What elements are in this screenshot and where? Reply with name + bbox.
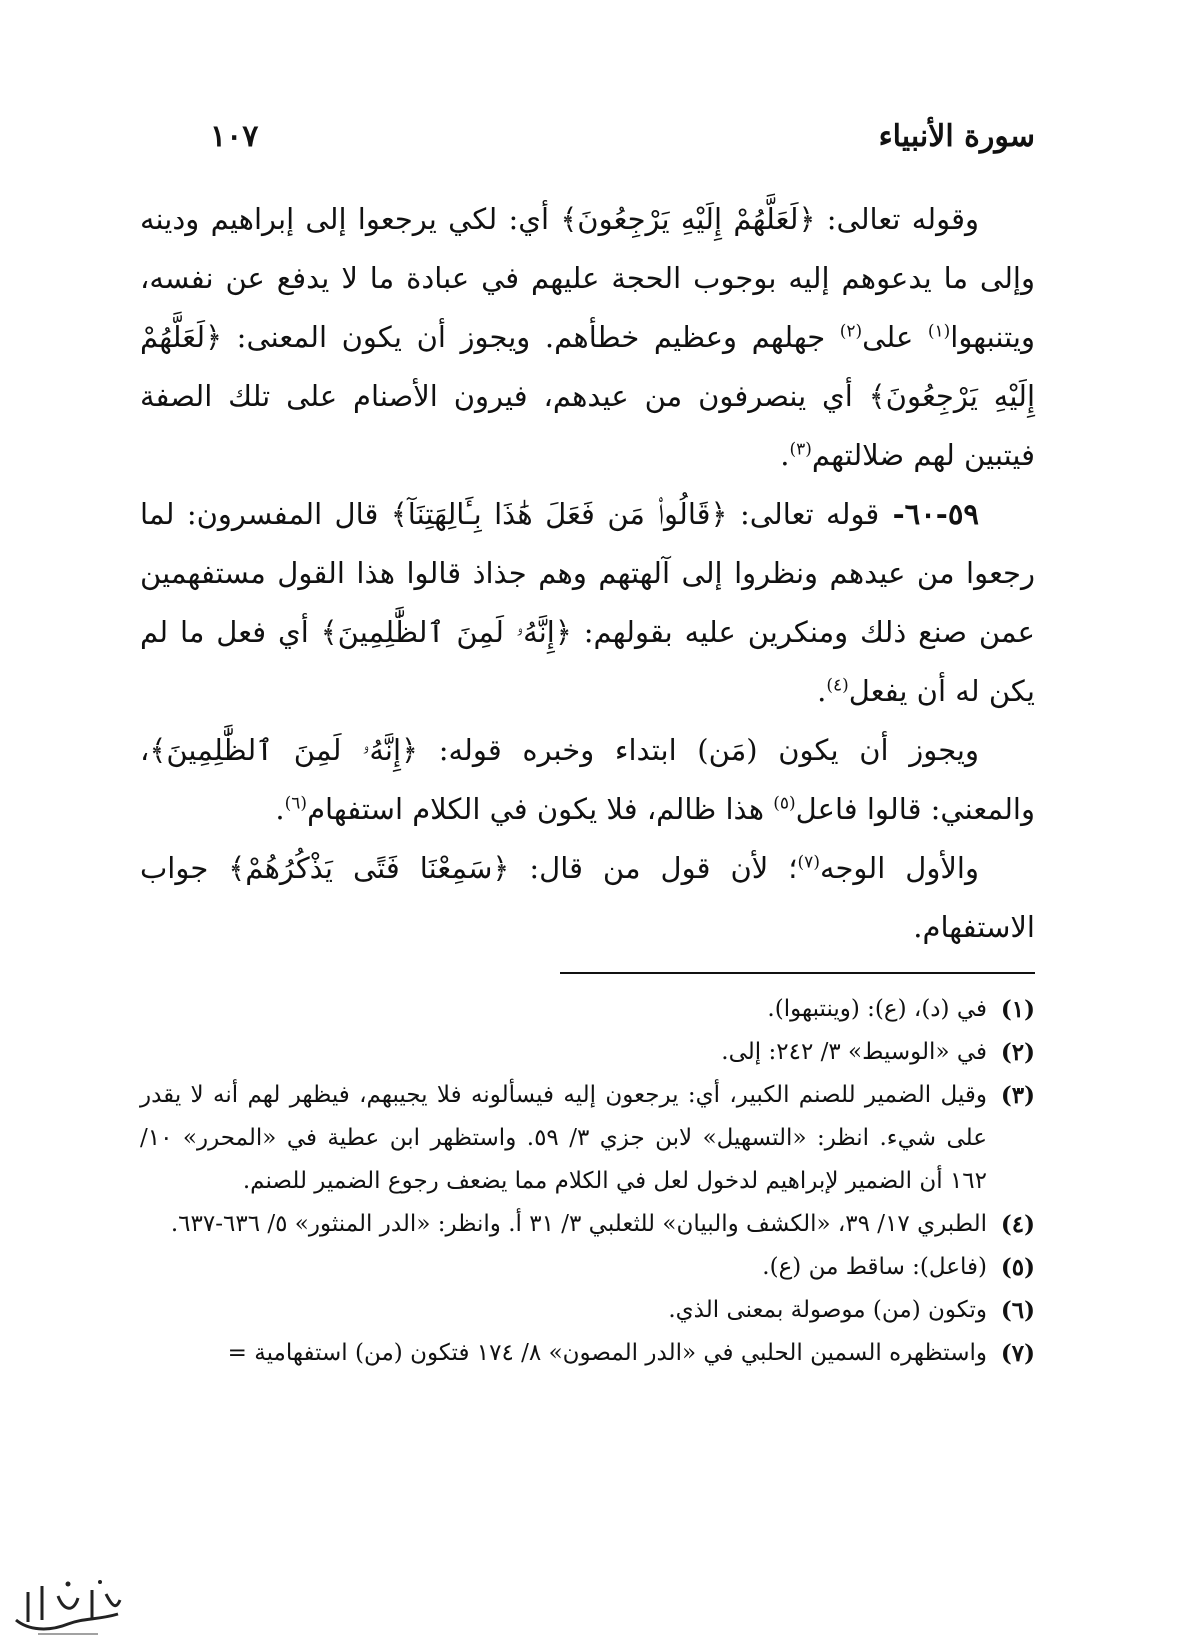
footnotes: [140, 988, 1035, 1375]
footnote-ref-2: (٢): [839, 321, 863, 342]
footnote-text: واستظهره السمين الحلبي في «الدر المصون» ٨/ ١٧٤ فتكون (من) استفهامية =: [227, 1340, 987, 1366]
footnote-text: في «الوسيط» ٣/ ٢٤٢: إلى.: [721, 1039, 987, 1065]
footnote-number: (٣): [1000, 1082, 1035, 1109]
text-run: على: [862, 320, 928, 354]
page-number: ١٠٧: [210, 118, 259, 154]
footnote: [140, 988, 1035, 1031]
footnote: [140, 1074, 1035, 1203]
footnote-number: (٤): [1000, 1211, 1035, 1238]
footnote-number: (٢): [1000, 1039, 1035, 1066]
footnote: [140, 1031, 1035, 1074]
footnote-number: (٥): [1000, 1254, 1035, 1281]
footnote-number: (١): [1000, 996, 1035, 1023]
paragraph-3: [140, 721, 1035, 839]
text-run: .: [780, 438, 790, 472]
paragraph-4: [140, 839, 1035, 957]
calligraphy-logo: [8, 1572, 126, 1642]
footnote: [140, 1203, 1035, 1246]
text-run: .: [275, 792, 285, 826]
paragraph-1: [140, 190, 1035, 485]
footnote-number: (٧): [1000, 1340, 1035, 1367]
footnote-ref-5: (٥): [773, 793, 796, 814]
text-run: وقوله تعالى: ﴿لَعَلَّهُمْ إِلَيْهِ يَرْجِعُونَ﴾ أي: لكي يرجعوا إلى إبراهيم ودينه وإلى ما يدعوهم إليه بوجوب الحجة عليهم في عبادة ما لا يدفع عن نفسه، ويتنبهوا: [140, 202, 1035, 354]
main-text: [140, 190, 1035, 957]
surah-title: سورة الأنبياء: [878, 118, 1035, 154]
footnote-separator: [560, 972, 1035, 974]
text-run: هذا ظالم، فلا يكون في الكلام استفهام: [307, 792, 774, 826]
text-run: .: [817, 674, 827, 708]
footnote-ref-3: (٣): [789, 439, 812, 460]
footnote: [140, 1289, 1035, 1332]
calligraphy-logo-icon: [8, 1572, 126, 1642]
footnote-ref-1: (١): [927, 321, 951, 342]
verse-range: ٥٩-٦٠-: [879, 497, 979, 531]
footnote-ref-7: (٧): [797, 852, 820, 873]
text-run: قوله تعالى: ﴿قَالُوا۟ مَن فَعَلَ هَٰذَا بِـَٔالِهَتِنَآ﴾ قال المفسرون: لما رجعوا من عيدهم ونظروا إلى آلهتهم وهم جذاذ قالوا هذا القول مستفهمين عمن صنع ذلك ومنكرين عليه بقولهم: ﴿إِنَّهُۥ لَمِنَ ٱلظَّٰلِمِينَ﴾ أي فعل ما لم يكن له أن يفعل: [140, 497, 1035, 708]
text-run: والأول الوجه: [819, 851, 979, 885]
footnote-text: (فاعل): ساقط من (ع).: [762, 1254, 987, 1280]
footnote: [140, 1246, 1035, 1289]
footnote-text: وقيل الضمير للصنم الكبير، أي: يرجعون إليه فيسألونه فلا يجيبهم، فيظهر لهم أنه لا يقدر على شيء. انظر: «التسهيل» لابن جزي ٣/ ٥٩. واستظهر ابن عطية في «المحرر» ١٠/ ١٦٢ أن الضمير لإبراهيم لدخول لعل في الكلام مما يضعف رجوع الضمير للصنم.: [140, 1082, 987, 1194]
footnote-text: في (د)، (ع): (وينتبهوا).: [767, 996, 987, 1022]
footnote: [140, 1332, 1035, 1375]
text-run: ؛ لأن قول من قال: ﴿سَمِعْنَا فَتًى يَذْكُرُهُمْ﴾ جواب الاستفهام.: [140, 851, 1035, 944]
footnote-text: وتكون (من) موصولة بمعنى الذي.: [668, 1297, 987, 1323]
footnote-ref-4: (٤): [826, 675, 849, 696]
text-run: جهلهم وعظيم خطأهم. ويجوز أن يكون المعنى: ﴿لَعَلَّهُمْ إِلَيْهِ يَرْجِعُونَ﴾ أي ينصرفون من عيدهم، فيرون الأصنام على تلك الصفة فيتبين لهم ضلالتهم: [140, 320, 1035, 472]
footnote-number: (٦): [1000, 1297, 1035, 1324]
paragraph-2: [140, 485, 1035, 721]
page-header: [210, 112, 1035, 160]
footnote-text: الطبري ١٧/ ٣٩، «الكشف والبيان» للثعلبي ٣/ ٣١ أ. وانظر: «الدر المنثور» ٥/ ٦٣٦-٦٣٧.: [170, 1211, 987, 1237]
text-run: ويجوز أن يكون (مَن) ابتداء وخبره قوله: ﴿إِنَّهُۥ لَمِنَ ٱلظَّٰلِمِينَ﴾، والمعني: قالوا فاعل: [140, 733, 1035, 826]
footnote-ref-6: (٦): [284, 793, 308, 814]
